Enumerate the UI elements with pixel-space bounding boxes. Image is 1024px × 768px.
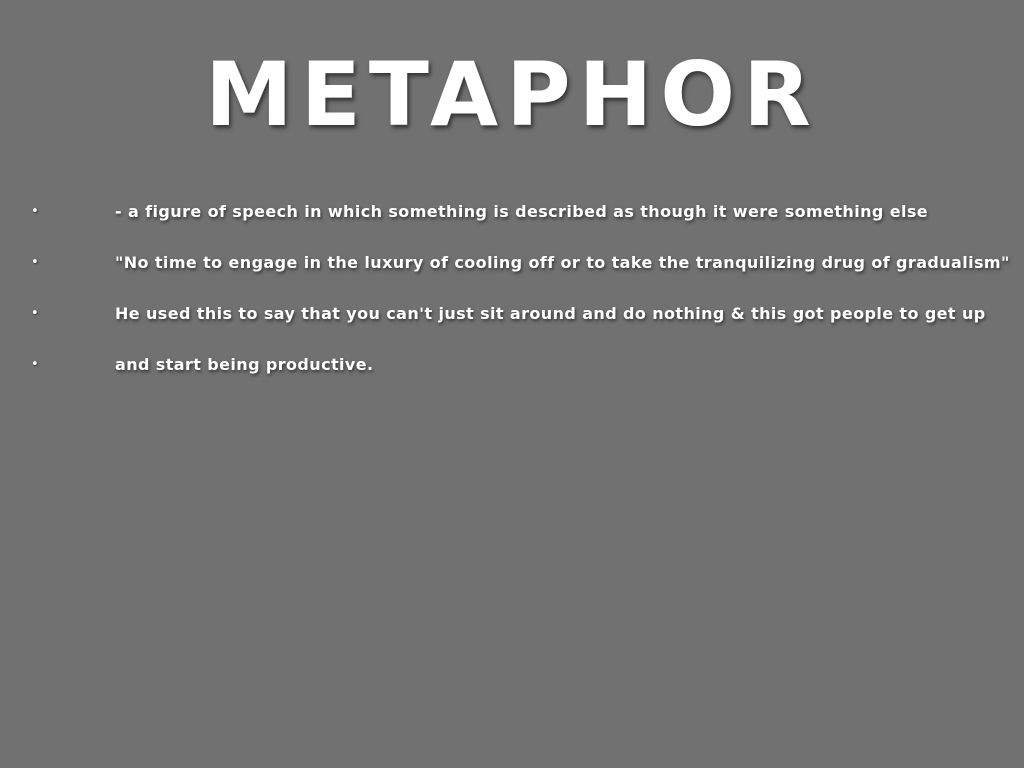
list-item <box>0 345 1024 396</box>
bullet-text: - a figure of speech in which something is described as though it were something else <box>115 202 929 221</box>
bullet-marker: • <box>31 357 39 372</box>
bullet-marker: • <box>31 306 39 321</box>
list-item <box>0 243 1024 294</box>
bullet-list <box>0 192 1024 396</box>
list-item <box>0 192 1024 243</box>
bullet-text: and start being productive. <box>115 355 374 374</box>
slide-title: METAPHOR <box>205 43 819 146</box>
bullet-text: He used this to say that you can't just sit around and do nothing & this got people to get up <box>115 304 986 323</box>
bullet-marker: • <box>31 204 39 219</box>
bullet-text: "No time to engage in the luxury of cooling off or to take the tranquilizing drug of gradualism" <box>115 253 1010 272</box>
list-item <box>0 294 1024 345</box>
bullet-marker: • <box>31 255 39 270</box>
